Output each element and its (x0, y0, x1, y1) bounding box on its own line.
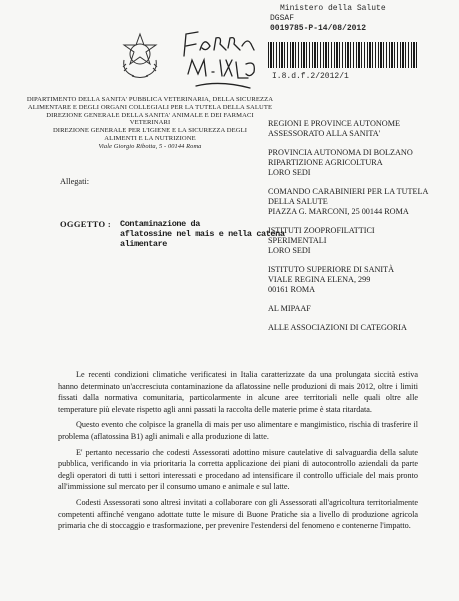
republic-emblem-icon (118, 30, 162, 80)
recipient-block (268, 226, 438, 256)
recipient-line: 00161 ROMA (268, 285, 316, 294)
recipient-block (268, 323, 438, 333)
stamp-office: DGSAF (270, 14, 295, 23)
recipient-line: LORO SEDI (268, 246, 311, 255)
dept-line: DIREZIONE GENERALE DELLA SANITA' ANIMALE E DEI FARMACI (46, 111, 254, 119)
recipient-line: ISTITUTO SUPERIORE DI SANITÀ (268, 265, 395, 274)
recipient-block (268, 187, 438, 217)
recipient-block (268, 304, 438, 314)
department-header (22, 96, 278, 151)
subject-text (120, 219, 285, 249)
recipient-line: COMANDO CARABINIERI PER LA TUTELA (268, 187, 429, 196)
recipient-line: REGIONI E PROVINCE AUTONOME (268, 119, 400, 128)
recipient-block (268, 265, 438, 295)
dept-line: DIPARTIMENTO DELLA SANITA' PUBBLICA VETERINARIA, DELLA SICUREZZA (26, 96, 274, 103)
recipient-line: ASSESSORATO ALLA SANITA' (268, 129, 381, 138)
recipient-line: LORO SEDI (268, 168, 311, 177)
dept-line: ALIMENTI E LA NUTRIZIONE (104, 134, 196, 142)
dept-address: Viale Giorgio Ribotta, 5 - 00144 Roma (98, 142, 202, 150)
stamp-barcode (268, 42, 418, 68)
recipient-line: VIALE REGINA ELENA, 299 (268, 275, 371, 284)
recipient-line: SPERIMENTALI (268, 236, 327, 245)
body-paragraph: Codesti Assessorati sono altresì invitati a collaborare con gli Assessorati all'agricoltura territorialmente competenti affinché vengano adottate tutte le misure di Buone Pratiche sia a livello di produzione agricola primaria che di stoccaggio e trasformazione, per prevenire l'estendersi del fenomeno e contenerne l'impatto. (58, 497, 418, 531)
body-paragraph: Le recenti condizioni climatiche verificatesi in Italia caratterizzate da una prolungata siccità estiva hanno determinato un'accresciuta contaminazione da aflatossine nelle produzioni di mais 2012, oltre i limiti fissati dalla normativa comunitaria, particolarmente in alcune aree territoriali nelle quali oltre alle temperature più elevate rispetto agli anni passati la raccolta delle materie prime è stata ritardata. (58, 370, 418, 414)
stamp-ministry: Ministero della Salute (280, 4, 386, 13)
subject-line: Contaminazione da (120, 219, 200, 229)
body-paragraph: Questo evento che colpisce la granella di mais per uso alimentare e mangimistico, rischia di trasferire il problema (aflatossina B1) agli animali e alla produzione di latte. (58, 420, 418, 441)
subject-line: alimentare (120, 239, 168, 249)
handwritten-signature (176, 16, 262, 104)
recipient-line: PROVINCIA AUTONOMA DI BOLZANO (268, 148, 413, 157)
recipient-line: ALLE ASSOCIAZIONI DI CATEGORIA (268, 323, 407, 332)
letter-body (58, 369, 418, 536)
stamp-protocol-number: 0019785-P-14/08/2012 (270, 24, 367, 33)
attachments-label: Allegati: (60, 177, 90, 186)
stamp-classification: I.8.d.f.2/2012/1 (272, 72, 349, 81)
recipient-line: DELLA SALUTE (268, 197, 328, 206)
subject-line: aflatossine nel mais e nella catena (120, 229, 285, 239)
body-paragraph: E' pertanto necessario che codesti Assessorati adottino misure cautelative di salvaguardia della salute pubblica, verificando in via prioritaria la corretta applicazione dei piani di autocontrollo aziendali da parte degli operatori di tutti i settori interessati e procedano ad intensificare il controllo ufficiale del mais pronto all'immissione sul mercato per il consumo umano e animale e sul latte. (58, 447, 418, 492)
recipient-block (268, 148, 438, 178)
dept-line: ALIMENTARE E DEGLI ORGANI COLLEGIALI PER LA TUTELA DELLA SALUTE (27, 103, 273, 111)
recipient-block (268, 119, 438, 139)
protocol-stamp (262, 2, 420, 94)
recipient-line: AL MIPAAF (268, 304, 311, 313)
recipient-line: PIAZZA G. MARCONI, 25 00144 ROMA (268, 207, 409, 216)
recipient-line: RIPARTIZIONE AGRICOLTURA (268, 158, 383, 167)
recipients-list (268, 119, 438, 342)
dept-line: DIREZIONE GENERALE PER L'IGIENE E LA SICUREZZA DEGLI (52, 127, 248, 135)
dept-line: VETERINARI (129, 119, 171, 127)
subject-label: OGGETTO : (60, 219, 111, 229)
recipient-line: ISTITUTI ZOOPROFILATTICI (268, 226, 375, 235)
